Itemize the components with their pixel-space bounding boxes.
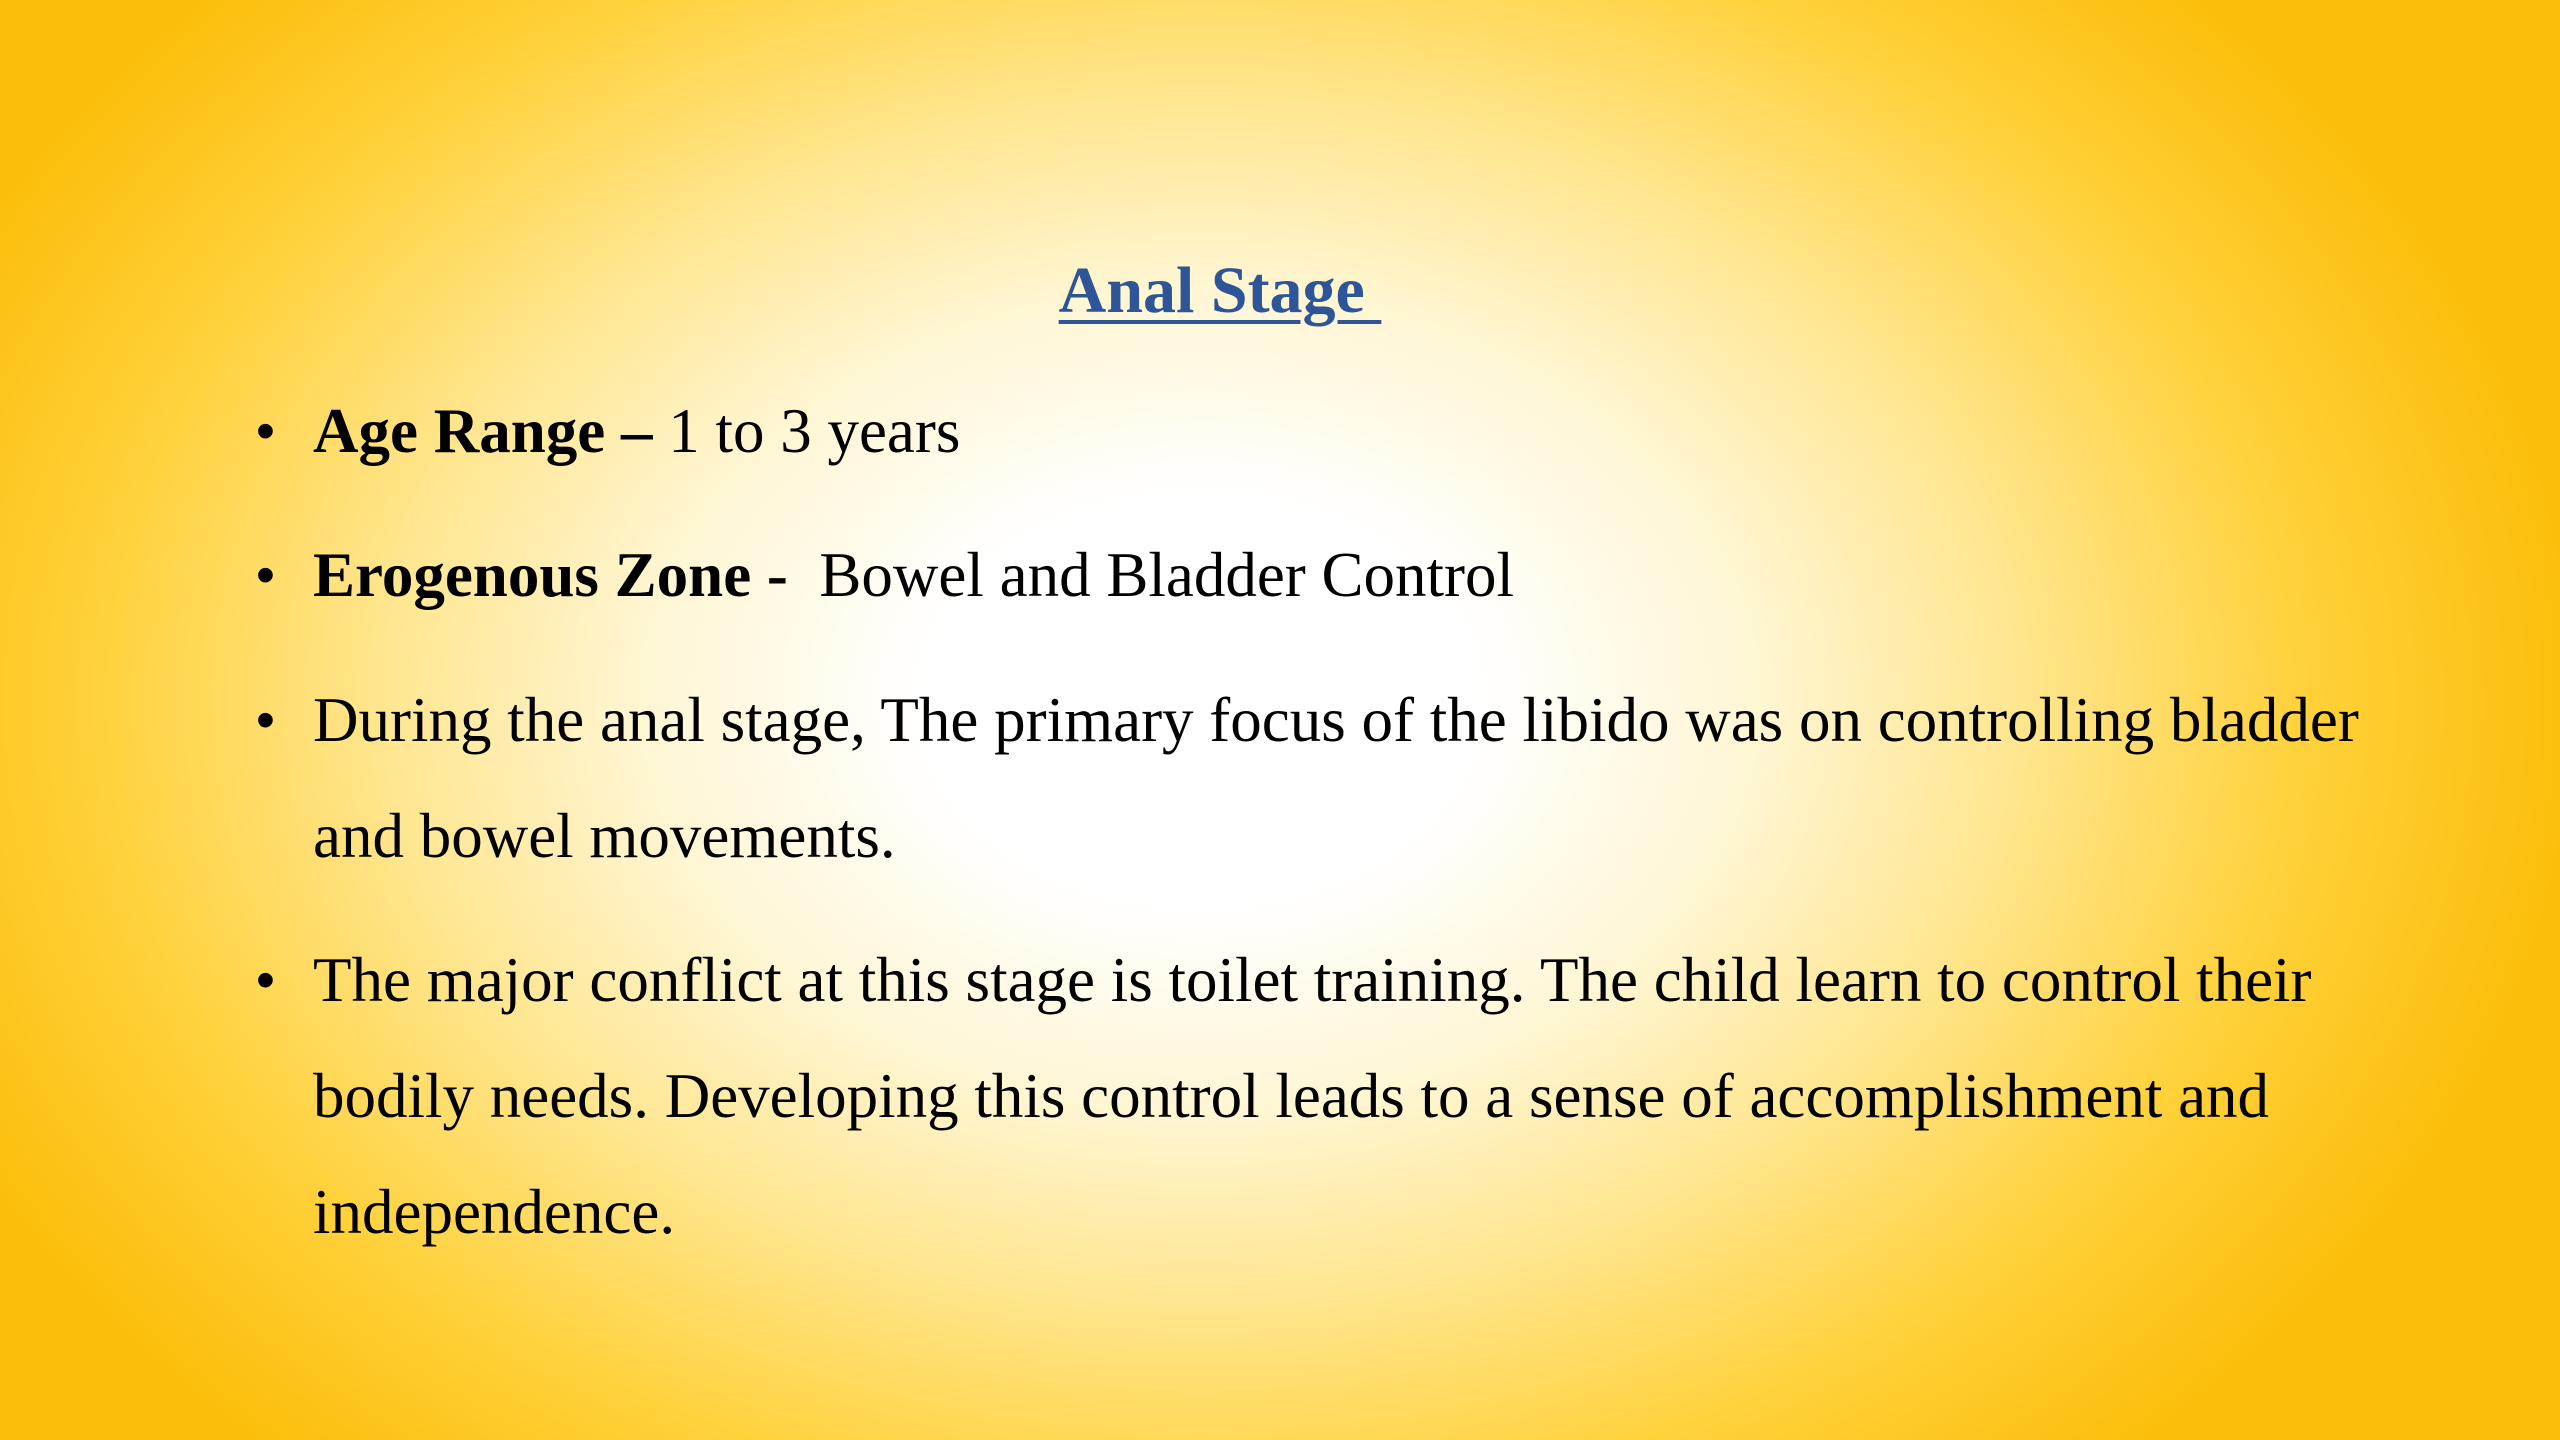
bullet-label: Age Range <box>313 396 606 466</box>
bullet-value: Bowel and Bladder Control <box>819 540 1515 610</box>
bullet-separator <box>788 540 820 610</box>
bullet-text: During the anal stage, The primary focus of the libido was on controlling bladder and bowel movements. <box>313 685 2375 871</box>
bullet-text <box>313 517 2406 633</box>
bullet-item-age-range <box>256 373 2406 489</box>
slide-title: Anal Stage <box>1058 254 1382 327</box>
bullet-text: The major conflict at this stage is toilet training. The child learn to control their bodily needs. Developing this control leads to a sense of accomplishment and independence. <box>313 945 2328 1247</box>
bullet-separator: – <box>605 396 669 466</box>
bullet-item-major-conflict <box>256 922 2406 1270</box>
bullet-text <box>313 373 2406 489</box>
bullet-dot: • <box>256 545 275 605</box>
bullet-value: 1 to 3 years <box>668 396 961 466</box>
bullet-dot: • <box>256 690 275 750</box>
bullet-dot: • <box>256 401 275 461</box>
bullet-item-libido-focus <box>256 662 2406 894</box>
bullet-label: Erogenous Zone - <box>313 540 788 610</box>
bullet-item-erogenous-zone <box>256 517 2406 633</box>
bullet-dot: • <box>256 950 275 1010</box>
